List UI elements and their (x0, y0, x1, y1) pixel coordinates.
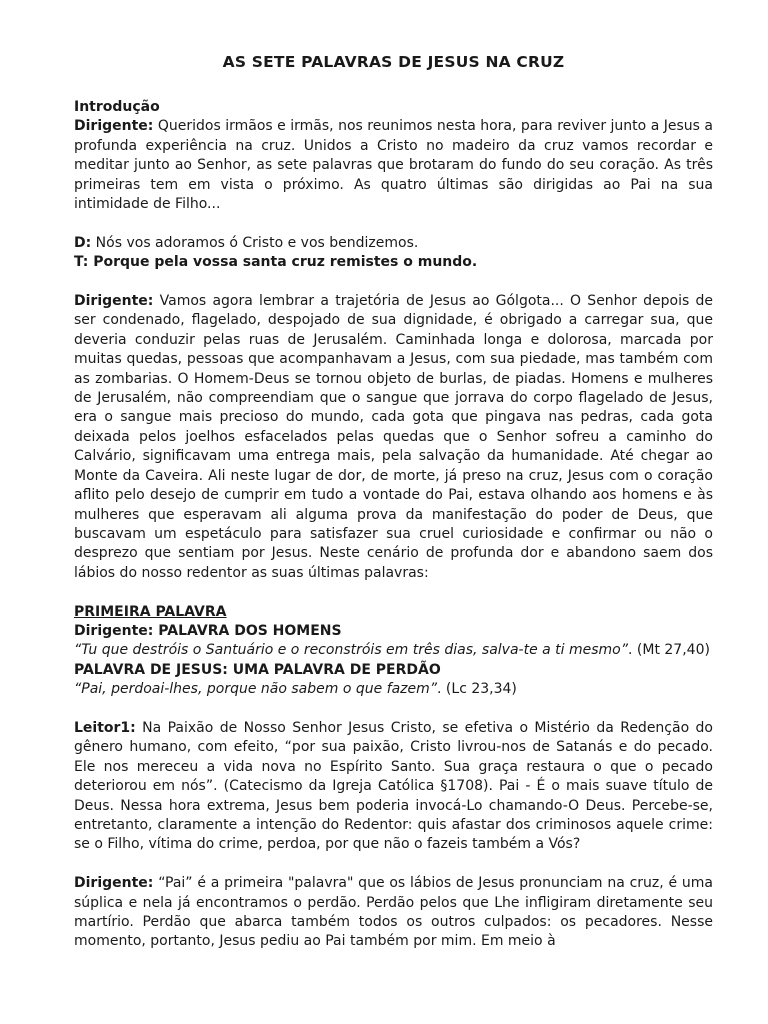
narrative-paragraph (74, 292, 713, 583)
response-d-text: Nós vos adoramos ó Cristo e vos bendizemos. (91, 234, 419, 251)
reader1-paragraph (74, 719, 713, 855)
spacer (74, 855, 713, 874)
reader1-speaker: Leitor1: (74, 719, 136, 736)
leader2-text: “Pai” é a primeira "palavra" que os lábios de Jesus pronunciam na cruz, é uma súplica e nela já encontramos o perdão. Perdão pelos que Lhe infligiram diretamente seu martírio. Perdão que abarca também todos os outros culpados: os pecadores. Nesse momento, portanto, Jesus pediu ao Pai também por mim. Em meio à (74, 875, 713, 950)
response-d-line (74, 234, 713, 253)
narrative-text: Vamos agora lembrar a trajetória de Jesus ao Gólgota... O Senhor depois de ser condenado, flagelado, despojado de sua dignidade, é obrigado a carregar sua, que deveria conduzir pelas ruas de Jerusalém. Caminhada longa e dolorosa, marcada por muitas quedas, pessoas que acompanhavam a Jesus, com sua piedade, mas também com as zombarias. O Homem-Deus se tornou objeto de burlas, de piadas. Homens e mulheres de Jerusalém, não compreendiam que o sangue que jorrava do corpo flagelado de Jesus, era o sangue mais precioso do mundo, cada gota que pingava nas pedras, cada gota deixada pelos joelhos esfacelados pelas quedas que o Senhor sofreu a caminho do Calvário, significavam uma entrega mais, pela salvação da humanidade. Até chegar ao Monte da Caveira. Ali neste lugar de dor, de morte, já preso na cruz, Jesus com o coração aflito pelo desejo de cumprir em tudo a vontade do Pai, estava olhando aos homens e às mulheres que esperavam ali alguma prova da manifestação do poder de Deus, que buscavam um espetáculo para satisfazer sua cruel curiosidade e confirmar ou não o desprezo que sentiam por Jesus. Neste cenário de profunda dor e abandono saem dos lábios do nosso redentor as suas últimas palavras: (74, 293, 713, 581)
quote-men-text: “Tu que destróis o Santuário e o reconstróis em três dias, salva-te a ti mesmo” (74, 642, 629, 659)
intro-speaker: Dirigente: (74, 118, 154, 135)
spacer (74, 273, 713, 292)
document-title: AS SETE PALAVRAS DE JESUS NA CRUZ (222, 53, 565, 71)
response-d-label: D: (74, 234, 92, 251)
response-t-line: T: Porque pela vossa santa cruz remistes o mundo. (74, 254, 478, 271)
first-word-quote-jesus (74, 680, 713, 699)
leader2-paragraph (74, 874, 713, 952)
first-word-heading: PRIMEIRA PALAVRA (74, 603, 227, 620)
quote-jesus-text: “Pai, perdoai-lhes, porque não sabem o que fazem” (74, 681, 438, 698)
intro-paragraph (74, 117, 713, 214)
spacer (74, 700, 713, 719)
quote-jesus-ref: . (Lc 23,34) (437, 681, 517, 698)
intro-heading: Introdução (74, 99, 160, 115)
first-word-subheading: Dirigente: PALAVRA DOS HOMENS (74, 622, 342, 639)
first-word-quote-men (74, 641, 713, 660)
jesus-word-heading: PALAVRA DE JESUS: UMA PALAVRA DE PERDÃO (74, 661, 441, 678)
spacer (74, 214, 713, 233)
document-page (74, 52, 713, 952)
narrative-speaker: Dirigente: (74, 293, 154, 310)
quote-men-ref: . (Mt 27,40) (628, 642, 710, 659)
leader2-speaker: Dirigente: (74, 875, 154, 892)
reader1-text: Na Paixão de Nosso Senhor Jesus Cristo, se efetiva o Mistério da Redenção do gênero humano, com efeito, “por sua paixão, Cristo livrou-nos de Satanás e do pecado. Ele nos mereceu a vida nova no Espírito Santo. Sua graça restaura o que o pecado deteriorou em nós”. (Catecismo da Igreja Católica §1708). Pai - É o mais suave título de Deus. Nessa hora extrema, Jesus bem poderia invocá-Lo chamando-O Deus. Percebe-se, entretanto, claramente a intenção do Redentor: quis afastar dos criminosos aquele crime: se o Filho, vítima do crime, perdoa, por que não o fazeis também a Vós? (74, 719, 713, 853)
intro-heading-line (74, 98, 713, 117)
intro-text: Queridos irmãos e irmãs, nos reunimos nesta hora, para reviver junto a Jesus a profunda experiência na cruz. Unidos a Cristo no madeiro da cruz vamos recordar e meditar junto ao Senhor, as sete palavras que brotaram do fundo do seu coração. As três primeiras tem em vista o próximo. As quatro últimas são dirigidas ao Pai na sua intimidade de Filho... (74, 118, 713, 213)
spacer (74, 583, 713, 602)
